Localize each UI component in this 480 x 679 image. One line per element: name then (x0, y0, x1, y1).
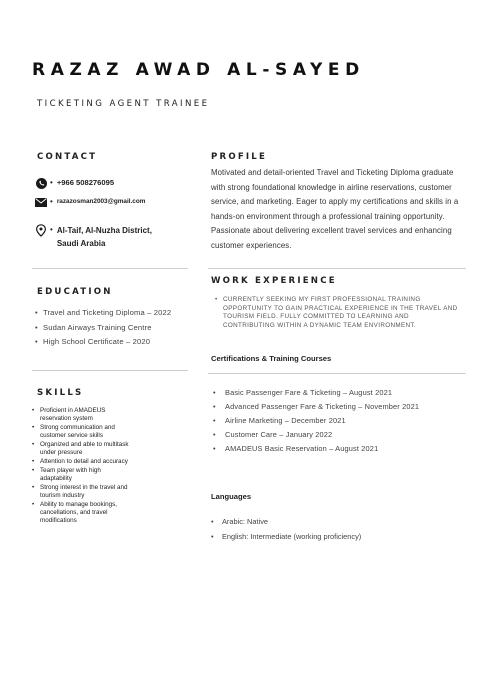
contact-heading: CONTACT (37, 152, 98, 162)
home-address: Al-Taif, Al-Nuzha District, Saudi Arabia (56, 226, 152, 248)
profile-summary: Motivated and detail-oriented Travel and Ticketing Diploma graduate with strong foundational knowledge in airline reservations, customer service, and marketing. Eager to apply my certifications and skills in a hands-on environment through a professional training opportunity. Passionate about delivering excellent travel services and enhancing customer experiences. (211, 168, 459, 250)
list-item: • Strong communication and customer service skills (32, 424, 132, 440)
section-divider (32, 370, 188, 371)
contact-bullet: • (50, 197, 53, 206)
phone-number: +966 508276095 (56, 178, 115, 187)
list-item: • Arabic: Native (211, 514, 461, 529)
certifications-list (213, 386, 473, 456)
list-item: • Basic Passenger Fare & Ticketing – August 2021 (213, 386, 473, 400)
candidate-name: RAZAZ AWAD AL-SAYED (32, 60, 365, 80)
section-divider (208, 268, 466, 269)
location-pin-icon (35, 224, 47, 236)
phone-icon (35, 177, 47, 189)
list-item: • Travel and Ticketing Diploma – 2022 (35, 307, 190, 320)
contact-phone (35, 177, 114, 189)
section-divider (32, 268, 188, 269)
contact-bullet: • (50, 178, 53, 187)
languages-heading: Languages (211, 492, 252, 501)
work-experience-heading: WORK EXPERIENCE (211, 276, 337, 286)
list-item: • Sudan Airways Training Centre (35, 322, 190, 335)
certifications-heading: Certifications & Training Courses (211, 354, 332, 363)
list-item: • Advanced Passenger Fare & Ticketing – November 2021 (213, 400, 473, 414)
education-list (35, 307, 190, 351)
skills-heading: SKILLS (37, 388, 84, 398)
list-item: • Strong interest in the travel and tourism industry (32, 484, 132, 500)
contact-email (35, 196, 161, 208)
languages-list (211, 514, 461, 544)
contact-address (35, 224, 167, 250)
list-item: • Team player with high adaptability (32, 467, 132, 483)
list-item: • Organized and able to multitask under pressure (32, 441, 132, 457)
skills-list (32, 407, 132, 526)
profile-heading: PROFILE (211, 152, 268, 162)
job-title: TICKETING AGENT TRAINEE (37, 99, 210, 109)
section-divider (208, 373, 466, 374)
list-item: • High School Certificate – 2020 (35, 336, 190, 349)
envelope-icon (35, 196, 47, 208)
list-item: • Ability to manage bookings, cancellations, and travel modifications (32, 501, 132, 525)
work-experience-list (211, 296, 461, 330)
list-item: • AMADEUS Basic Reservation – August 2021 (213, 442, 473, 456)
list-item: • Airline Marketing – December 2021 (213, 414, 473, 428)
list-item: • CURRENTLY SEEKING MY FIRST PROFESSIONAL TRAINING OPPORTUNITY TO GAIN PRACTICAL EXPERIENCE IN THE TRAVEL AND TOURISM FIELD. FULLY COMMITTED TO LEARNING AND CONTRIBUTING WITHIN A DYNAMIC TEAM ENVIRONMENT. (211, 296, 461, 330)
list-item: • Attention to detail and accuracy (32, 458, 132, 466)
list-item: • Proficient in AMADEUS reservation system (32, 407, 132, 423)
email-address: razazosman2003@gmail.com (56, 198, 146, 205)
education-heading: EDUCATION (37, 287, 113, 297)
list-item: • Customer Care – January 2022 (213, 428, 473, 442)
list-item: • English: Intermediate (working proficiency) (211, 529, 461, 544)
contact-bullet: • (50, 225, 53, 234)
